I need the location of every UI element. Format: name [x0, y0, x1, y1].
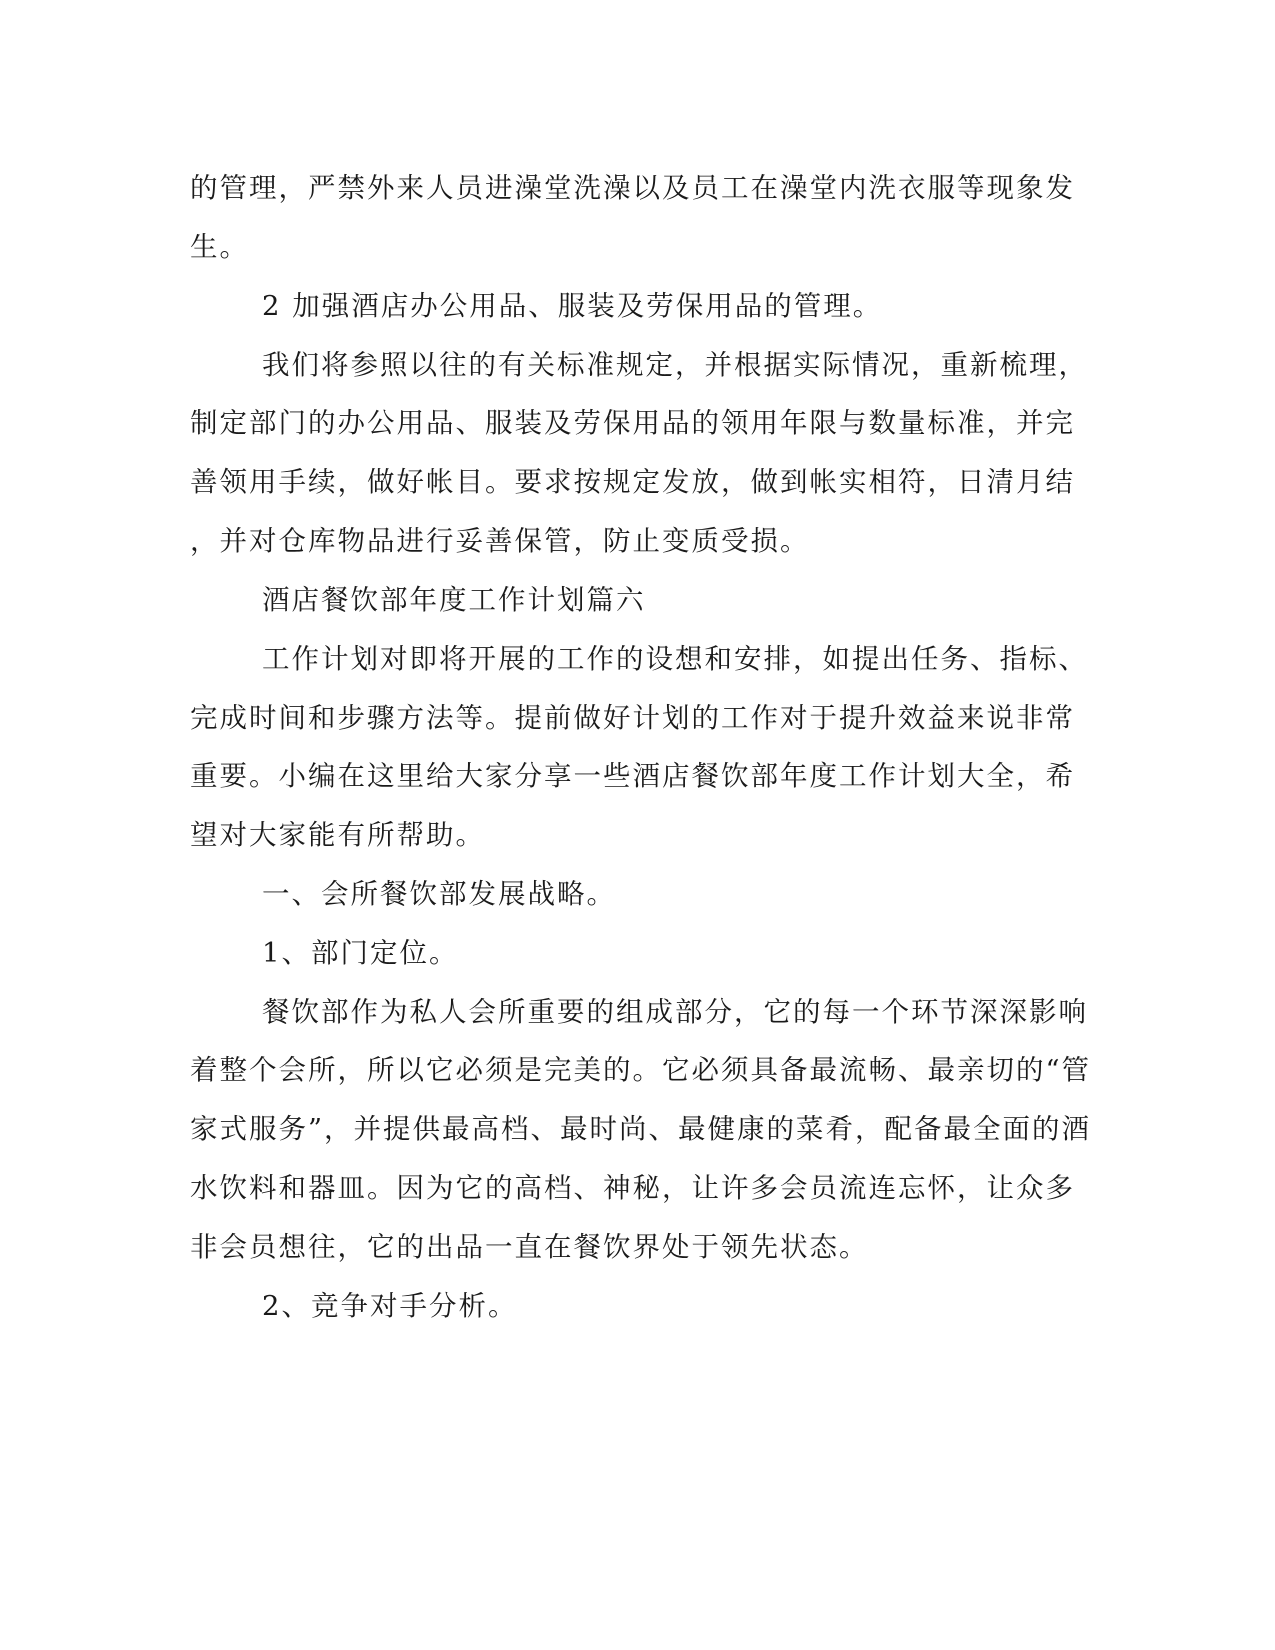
text-line: 善领用手续，做好帐目。要求按规定发放，做到帐实相符，日清月结	[190, 466, 1075, 498]
text-line: 非会员想往，它的出品一直在餐饮界处于领先状态。	[190, 1231, 869, 1263]
subheading: 1、部门定位。	[262, 937, 459, 969]
text-line: 望对大家能有所帮助。	[190, 819, 485, 851]
subheading: 2、竞争对手分析。	[262, 1290, 518, 1322]
text-line: 的管理，严禁外来人员进澡堂洗澡以及员工在澡堂内洗衣服等现象发	[190, 172, 1075, 204]
text-line: 我们将参照以往的有关标准规定，并根据实际情况，重新梳理，	[262, 349, 1088, 381]
text-line: 完成时间和步骤方法等。提前做好计划的工作对于提升效益来说非常	[190, 702, 1075, 734]
text-line: 着整个会所，所以它必须是完美的。它必须具备最流畅、最亲切的“管	[190, 1054, 1092, 1086]
subheading: 一、会所餐饮部发展战略。	[262, 878, 616, 910]
text-line: ，并对仓库物品进行妥善保管，防止变质受损。	[190, 525, 810, 557]
text-line: 家式服务”，并提供最高档、最时尚、最健康的菜肴，配备最全面的酒	[190, 1113, 1092, 1145]
text-line: 2 加强酒店办公用品、服装及劳保用品的管理。	[262, 290, 883, 322]
text-line: 重要。小编在这里给大家分享一些酒店餐饮部年度工作计划大全，希	[190, 760, 1075, 792]
text-line: 餐饮部作为私人会所重要的组成部分，它的每一个环节深深影响	[262, 996, 1088, 1028]
section-heading: 酒店餐饮部年度工作计划篇六	[262, 584, 646, 616]
text-line: 生。	[190, 231, 249, 263]
text-line: 制定部门的办公用品、服装及劳保用品的领用年限与数量标准，并完	[190, 407, 1075, 439]
text-line: 工作计划对即将开展的工作的设想和安排，如提出任务、指标、	[262, 643, 1088, 675]
text-line: 水饮料和器皿。因为它的高档、神秘，让许多会员流连忘怀，让众多	[190, 1172, 1075, 1204]
